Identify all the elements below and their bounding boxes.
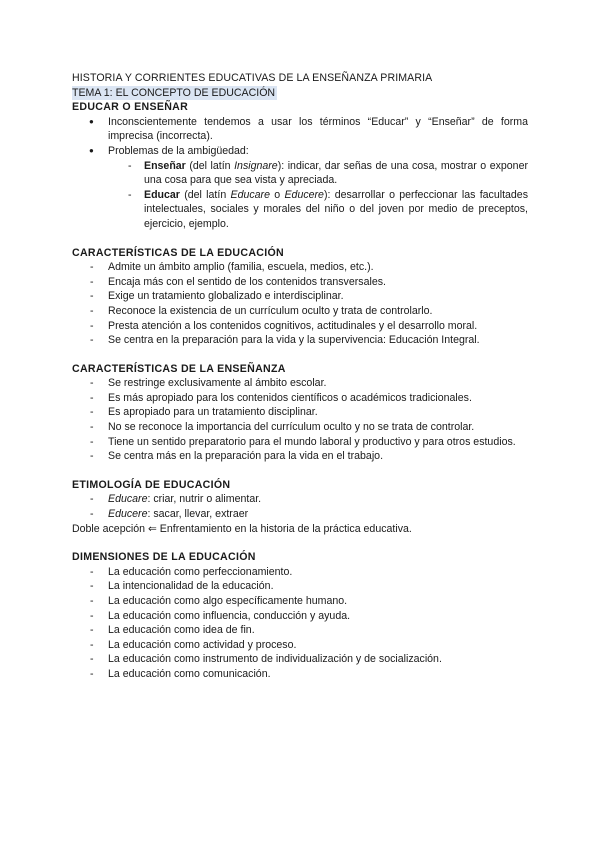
dash-icon: - (90, 638, 94, 651)
dash-icon: - (90, 319, 94, 332)
dash-icon: - (90, 334, 94, 347)
dash-icon: - (90, 304, 94, 317)
dash-icon: - (90, 275, 94, 288)
etimologia-note: Doble acepción ⇐ Enfrentamiento en la historia de la práctica educativa. (72, 522, 412, 535)
list-item: - Exige un tratamiento globalizado e interdisciplinar. (90, 290, 344, 303)
dash-icon: - (90, 435, 94, 448)
dash-icon: - (90, 493, 94, 506)
list-item: - Educare: criar, nutrir o alimentar. (90, 493, 262, 506)
section-heading: CARACTERÍSTICAS DE LA EDUCACIÓN (72, 246, 284, 259)
list-item: - La educación como algo específicamente humano. (90, 595, 348, 607)
dash-icon: - (90, 391, 94, 404)
list-item: - Educere: sacar, llevar, extraer (90, 508, 249, 521)
dash-icon: - (90, 595, 94, 607)
list-item: - Se centra en la preparación para la vida y la supervivencia: Educación Integral. (90, 334, 480, 347)
topic-title: TEMA 1: EL CONCEPTO DE EDUCACIÓN (72, 86, 276, 99)
definition-ensenar: - Enseñar (del latín Insignare): indicar, dar señas de una cosa, mostrar o exponer una cosa para que sea vista y apreciada. (128, 159, 528, 187)
dash-icon: - (90, 261, 94, 274)
dash-icon: - (128, 188, 132, 201)
section-heading: CARACTERÍSTICAS DE LA ENSEÑANZA (72, 362, 286, 375)
section-heading: ETIMOLOGÍA DE EDUCACIÓN (72, 478, 231, 491)
section-heading: EDUCAR O ENSEÑAR (72, 101, 189, 114)
section-caracteristicas-ensenanza (72, 362, 528, 464)
section-dimensiones (72, 550, 528, 681)
dash-icon: - (90, 580, 94, 593)
section-heading: DIMENSIONES DE LA EDUCACIÓN (72, 551, 256, 564)
list-item: - Admite un ámbito amplio (familia, escuela, medios, etc.). (90, 261, 374, 274)
bullet-icon: ● (89, 116, 94, 126)
dash-icon: - (90, 624, 94, 637)
list-item: - La educación como idea de fin. (90, 624, 255, 637)
list-item: - Reconoce la existencia de un currículum oculto y trata de controlarlo. (90, 304, 433, 317)
dash-icon: - (90, 609, 94, 622)
section-caracteristicas-educacion (72, 246, 528, 348)
dash-icon: - (90, 377, 94, 390)
list-item: ● Inconscientemente tendemos a usar los términos “Educar” y “Enseñar” de forma imprecisa (incorrecta). (89, 115, 528, 143)
dash-icon: - (128, 159, 132, 172)
list-item: - Es apropiado para un tratamiento disciplinar. (90, 406, 318, 419)
list-item: - La educación como comunicación. (90, 667, 271, 680)
list-item: - Encaja más con el sentido de los contenidos transversales. (90, 275, 386, 288)
dash-icon: - (90, 508, 94, 521)
list-item: - Es más apropiado para los contenidos científicos o académicos tradicionales. (90, 391, 472, 404)
list-item: - La educación como instrumento de individualización y de socialización. (90, 653, 442, 666)
dash-icon: - (90, 421, 94, 434)
section-etimologia (72, 478, 528, 536)
dash-icon: - (90, 653, 94, 666)
list-item: - La educación como influencia, conducción y ayuda. (90, 609, 351, 622)
list-item: - Se restringe exclusivamente al ámbito escolar. (90, 377, 327, 390)
list-item: - Se centra más en la preparación para la vida en el trabajo. (90, 450, 384, 463)
list-item: - La educación como actividad y proceso. (90, 638, 297, 651)
list-item: ● Problemas de la ambigüedad: (89, 144, 249, 157)
document-page (72, 71, 528, 682)
section-educar-ensenar (72, 100, 528, 231)
list-item: - Presta atención a los contenidos cognitivos, actitudinales y el desarrollo moral. (90, 319, 478, 332)
list-item: - La intencionalidad de la educación. (90, 580, 274, 593)
dash-icon: - (90, 290, 94, 303)
dash-icon: - (90, 565, 94, 578)
dash-icon: - (90, 406, 94, 419)
document-title: HISTORIA Y CORRIENTES EDUCATIVAS DE LA ENSEÑANZA PRIMARIA (72, 72, 433, 84)
list-item: - La educación como perfeccionamiento. (90, 565, 293, 578)
list-item: - No se reconoce la importancia del currículum oculto y no se trata de controlar. (90, 421, 475, 434)
dash-icon: - (90, 667, 94, 680)
definition-educar: - Educar (del latín Educare o Educere): desarrollar o perfeccionar las facultades intelectuales, sociales y morales del niño o del joven por medio de preceptos, ejercicio, ejemplo. (128, 188, 528, 230)
bullet-icon: ● (89, 145, 94, 155)
dash-icon: - (90, 450, 94, 463)
list-item: - Tiene un sentido preparatorio para el mundo laboral y productivo y para otros estudios. (90, 435, 516, 448)
